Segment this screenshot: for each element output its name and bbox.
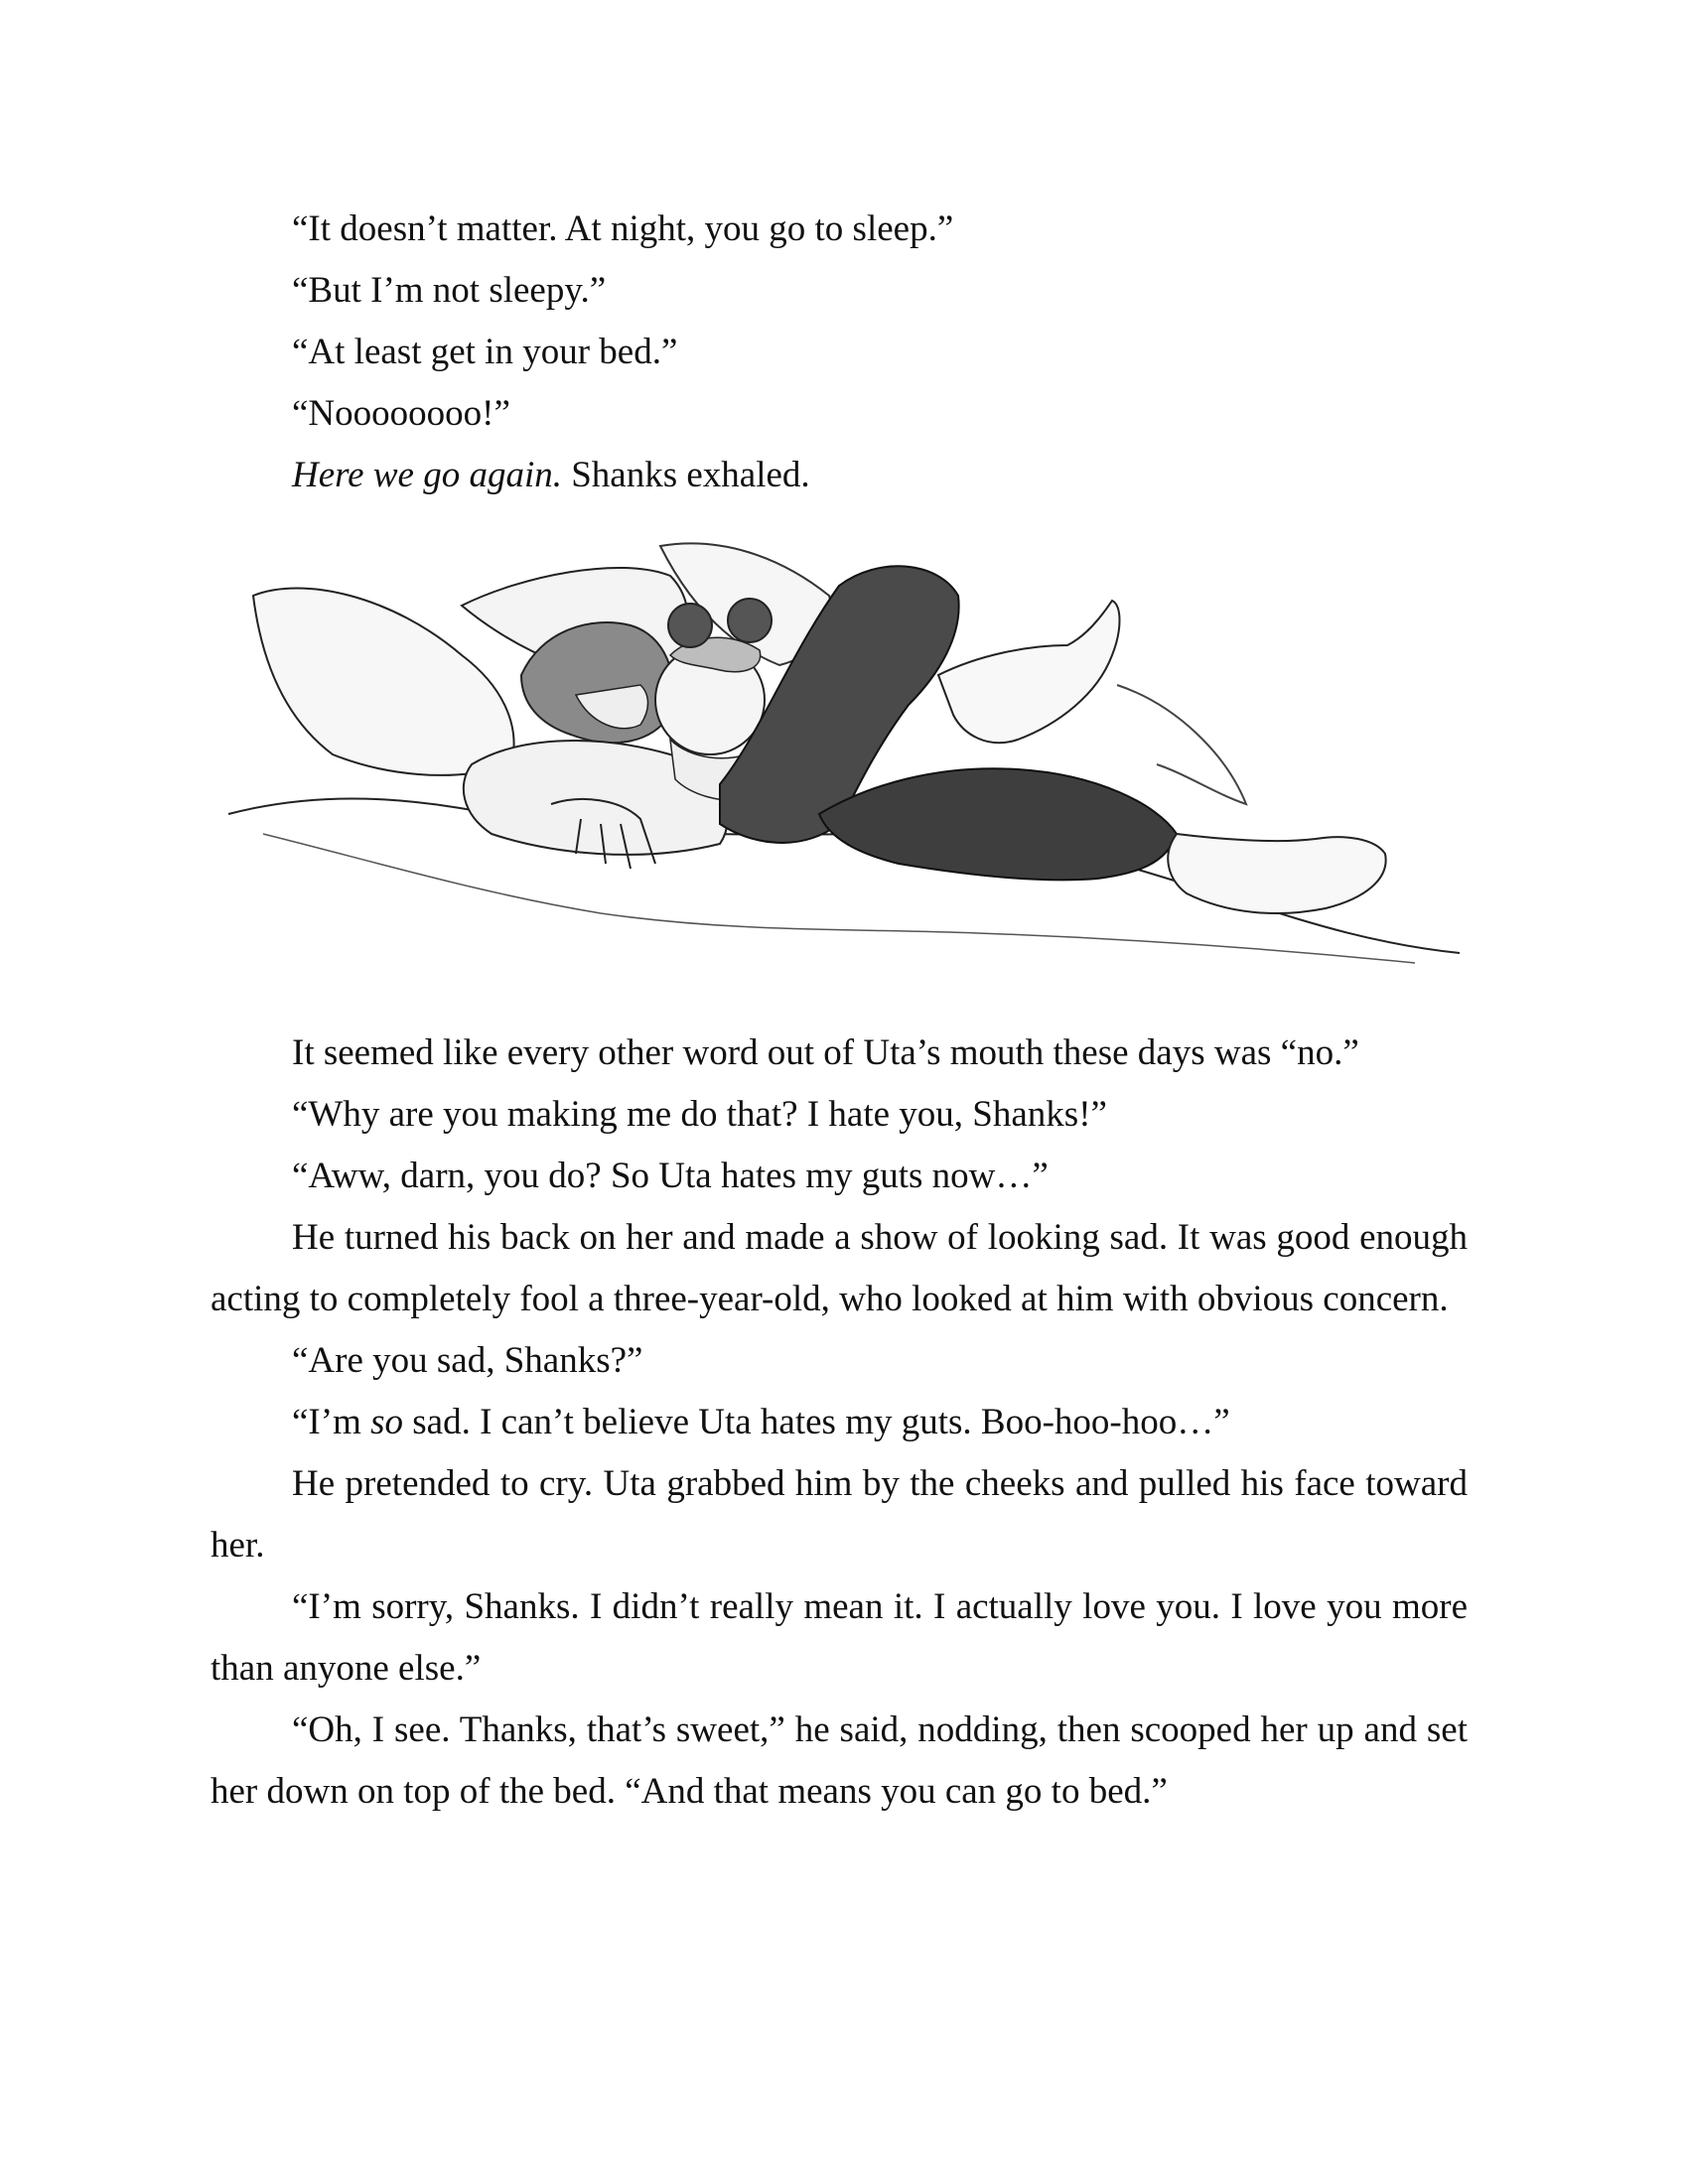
paragraph	[211, 445, 1468, 506]
paragraph: “I’m sorry, Shanks. I didn’t really mean it. I actually love you. I love you more than anyone else.”	[211, 1586, 1468, 1689]
paragraph: He turned his back on her and made a show of looking sad. It was good enough acting to completely fool a three-year-old, who looked at him with obvious concern.	[211, 1217, 1468, 1319]
paragraph: “Are you sad, Shanks?”	[292, 1340, 643, 1381]
paragraph-end: sad. I can’t believe Uta hates my guts. Boo-hoo-hoo…”	[403, 1402, 1230, 1442]
paragraph: “It doesn’t matter. At night, you go to sleep.”	[292, 208, 954, 249]
paragraph: “Noooooooo!”	[292, 393, 510, 434]
paragraph	[211, 1392, 1468, 1453]
paragraph: “But I’m not sleepy.”	[292, 270, 607, 311]
bottom-text-block	[211, 1023, 1468, 1823]
paragraph: It seemed like every other word out of Uta’s mouth these days was “no.”	[292, 1032, 1359, 1073]
bed-illustration	[223, 536, 1475, 973]
paragraph: He pretended to cry. Uta grabbed him by the cheeks and pulled his face toward her.	[211, 1463, 1468, 1566]
paragraph-remainder: Shanks exhaled.	[561, 455, 810, 495]
paragraph-start: “I’m	[292, 1402, 371, 1442]
paragraph: “Aww, darn, you do? So Uta hates my guts now…”	[292, 1156, 1049, 1196]
paragraph: “Why are you making me do that? I hate you, Shanks!”	[292, 1094, 1107, 1135]
paragraph: “At least get in your bed.”	[292, 332, 678, 372]
italic-thought: Here we go again.	[292, 455, 562, 495]
paragraph: “Oh, I see. Thanks, that’s sweet,” he said, nodding, then scooped her up and set her down on top of the bed. “And that means you can go to bed.”	[211, 1709, 1468, 1812]
top-text-block	[211, 199, 1468, 506]
italic-emphasis: so	[370, 1402, 404, 1442]
